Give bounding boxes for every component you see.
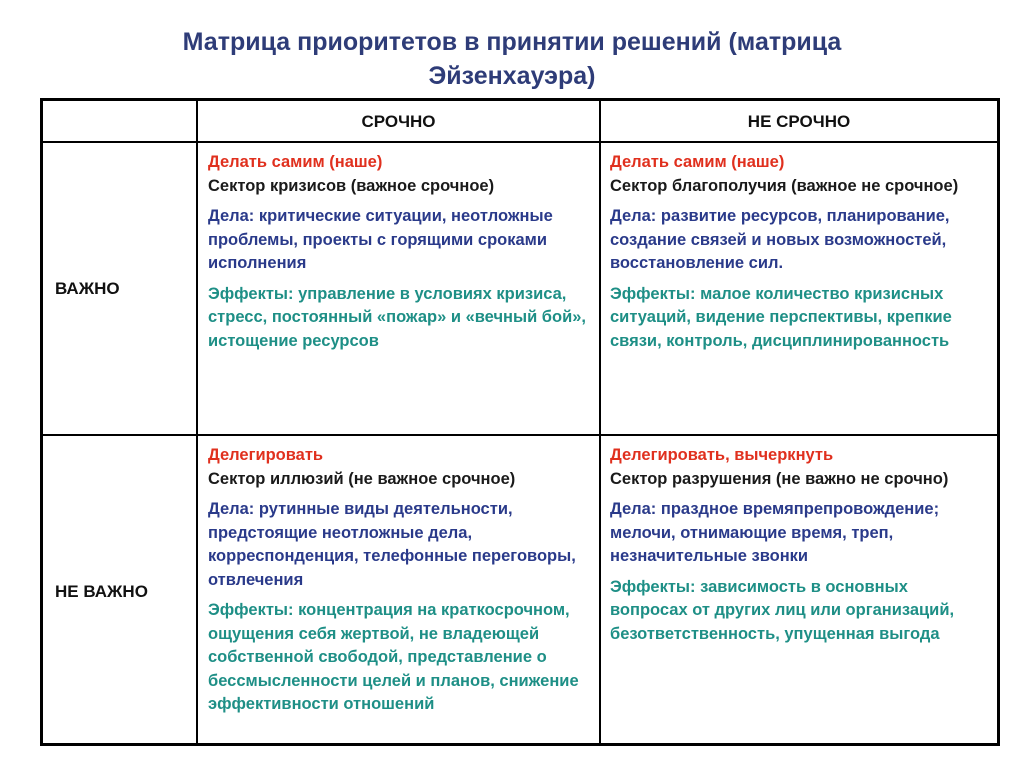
cell-not-important-not-urgent xyxy=(610,444,990,653)
tasks-text: развитие ресурсов, планирование, создание связей и новых возможностей, восстановление сил. xyxy=(610,207,950,272)
effects-text: малое количество кризисных ситуаций, видение перспективы, крепкие связи, контроль, дисциплинированность xyxy=(610,284,952,350)
tasks-label: Дела: xyxy=(610,500,657,518)
cell-sector: Сектор кризисов (важное срочное) xyxy=(208,176,495,195)
cell-sector: Сектор благополучия (важное не срочное) xyxy=(610,176,959,195)
effects-text: концентрация на краткосрочном, ощущения себя жертвой, не владеющей собственной свободой, представление о бессмысленности целей и планов, снижение эффективности отношений xyxy=(208,601,579,713)
cell-action: Делегировать xyxy=(208,446,324,464)
column-header-not-urgent: НЕ СРОЧНО xyxy=(747,112,851,131)
effects-text: управление в условиях кризиса, стресс, постоянный «пожар» и «вечный бой», истощение ресурсов xyxy=(208,284,586,350)
cell-sector: Сектор разрушения (не важно не срочно) xyxy=(610,469,949,488)
column-divider-1 xyxy=(196,101,198,743)
effects-label: Эффекты: xyxy=(610,577,696,596)
title-line-1: Матрица приоритетов в принятии решений (матрица xyxy=(182,28,842,56)
column-header-urgent: СРОЧНО xyxy=(361,112,436,131)
page-title xyxy=(0,25,1024,93)
cell-not-important-urgent xyxy=(208,444,593,724)
cell-action: Делать самим (наше) xyxy=(610,153,785,171)
effects-text: зависимость в основных вопросах от других лиц или организаций, безответственность, упущенная выгода xyxy=(610,577,955,643)
cell-sector: Сектор иллюзий (не важное срочное) xyxy=(208,469,516,488)
tasks-text: критические ситуации, неотложные проблемы, проекты с горящими сроками исполнения xyxy=(208,207,553,272)
effects-label: Эффекты: xyxy=(208,284,294,303)
row-header-important: ВАЖНО xyxy=(55,279,120,298)
row-divider xyxy=(43,434,997,436)
title-line-2: Эйзенхауэра) xyxy=(428,62,596,90)
tasks-label: Дела: xyxy=(208,500,255,518)
cell-action: Делать самим (наше) xyxy=(208,153,383,171)
tasks-text: рутинные виды деятельности, предстоящие неотложные дела, корреспонденция, телефонные переговоры, отвлечения xyxy=(208,500,576,589)
cell-action: Делегировать, вычеркнуть xyxy=(610,446,834,464)
row-header-not-important: НЕ ВАЖНО xyxy=(55,582,148,601)
eisenhower-matrix-table xyxy=(40,98,1000,746)
tasks-text: праздное времяпрепровождение; мелочи, отнимающие время, треп, незначительные звонки xyxy=(610,500,940,565)
tasks-label: Дела: xyxy=(610,207,657,225)
cell-important-urgent xyxy=(208,151,593,360)
effects-label: Эффекты: xyxy=(610,284,696,303)
tasks-label: Дела: xyxy=(208,207,255,225)
effects-label: Эффекты: xyxy=(208,601,294,619)
cell-important-not-urgent xyxy=(610,151,990,360)
column-divider-2 xyxy=(599,101,601,743)
